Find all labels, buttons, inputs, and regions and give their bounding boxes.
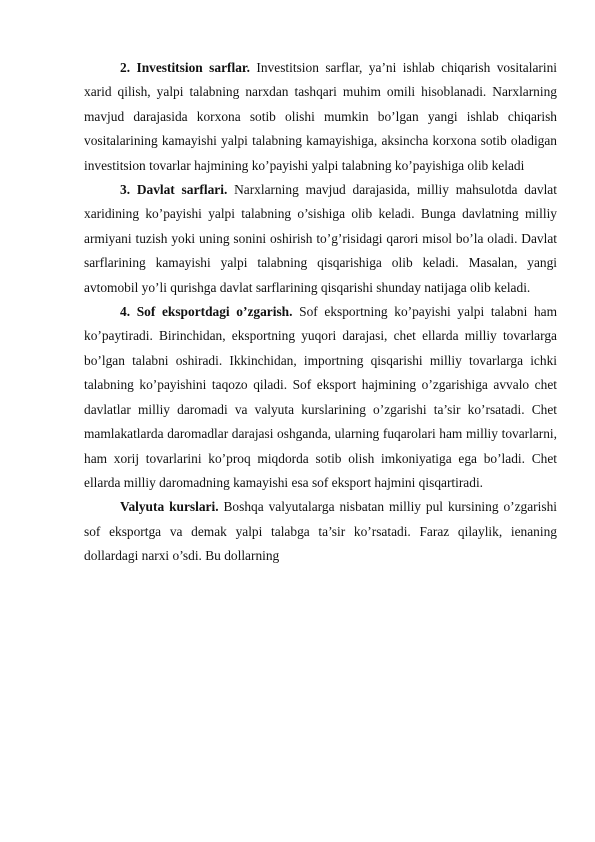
text-exchange-rates: Boshqa valyutalarga nisbatan milliy pul kursining o’zgarishi sof eksportga va demak yalpi talabga ta’sir ko’rsatadi. Faraz qilaylik, ienaning dollardagi narxi o’sdi. Bu dollarning <box>84 499 557 564</box>
heading-investment-spending: 2. Investitsion sarflar. <box>120 60 250 75</box>
heading-net-exports: 4. Sof eksportdagi o’zgarish. <box>120 304 293 320</box>
paragraph-investment-spending <box>84 56 557 178</box>
document-page <box>84 56 557 569</box>
text-investment-spending: Investitsion sarflar, ya’ni ishlab chiqarish vositalarini xarid qilish, yalpi talabning narxdan tashqari muhim omili hisoblanadi. Narxlarning mavjud darajasida korxona sotib olishi mumkin bo’lgan yangi ishlab chiqarish vositalarining kamayishi yalpi talabning kamayishiga, aksincha korxona sotib oladigan investitsion tovarlar hajmining ko’payishi yalpi talabning ko’payishiga olib keladi <box>84 60 557 173</box>
heading-government-spending: 3. Davlat sarflari. <box>120 182 228 198</box>
heading-exchange-rates: Valyuta kurslari. <box>120 499 219 515</box>
paragraph-government-spending <box>84 178 557 300</box>
paragraph-net-exports <box>84 300 557 495</box>
text-government-spending: Narxlarning mavjud darajasida, milliy mahsulotda davlat xaridining ko’payishi yalpi talabning o’sishiga olib keladi. Bunga davlatning milliy armiyani tuzish yoki uning sonini oshirish to’g’risidagi qarori misol bo’la oladi. Davlat sarflarining kamayishi yalpi talabning qisqarishiga olib keladi. Masalan, yangi avtomobil yo’li qurishga davlat sarflarining qisqarishi shunday natijaga olib keladi. <box>84 182 557 295</box>
paragraph-exchange-rates <box>84 495 557 568</box>
text-net-exports: Sof eksportning ko’payishi yalpi talabni ham ko’paytiradi. Birinchidan, eksportning yuqori darajasi, chet ellarda milliy tovarlarga bo’lgan talabni oshiradi. Ikkinchidan, importning qisqarishi milliy tovarlarga ichki talabning ko’payishini taqozo qiladi. Sof eksport hajmining o’zgarishiga avvalo chet davlatlar milliy daromadi va valyuta kurslarining o’zgarishi ta’sir ko’rsatadi. Chet mamlakatlarda daromadlar darajasi oshganda, ularning fuqarolari ham milliy tovarlarni, ham xorij tovarlarini ko’proq miqdorda sotib olish imkoniyatiga ega bo’ladi. Chet ellarda milliy daromadning kamayishi esa sof eksport hajmini qisqartiradi. <box>84 304 557 490</box>
